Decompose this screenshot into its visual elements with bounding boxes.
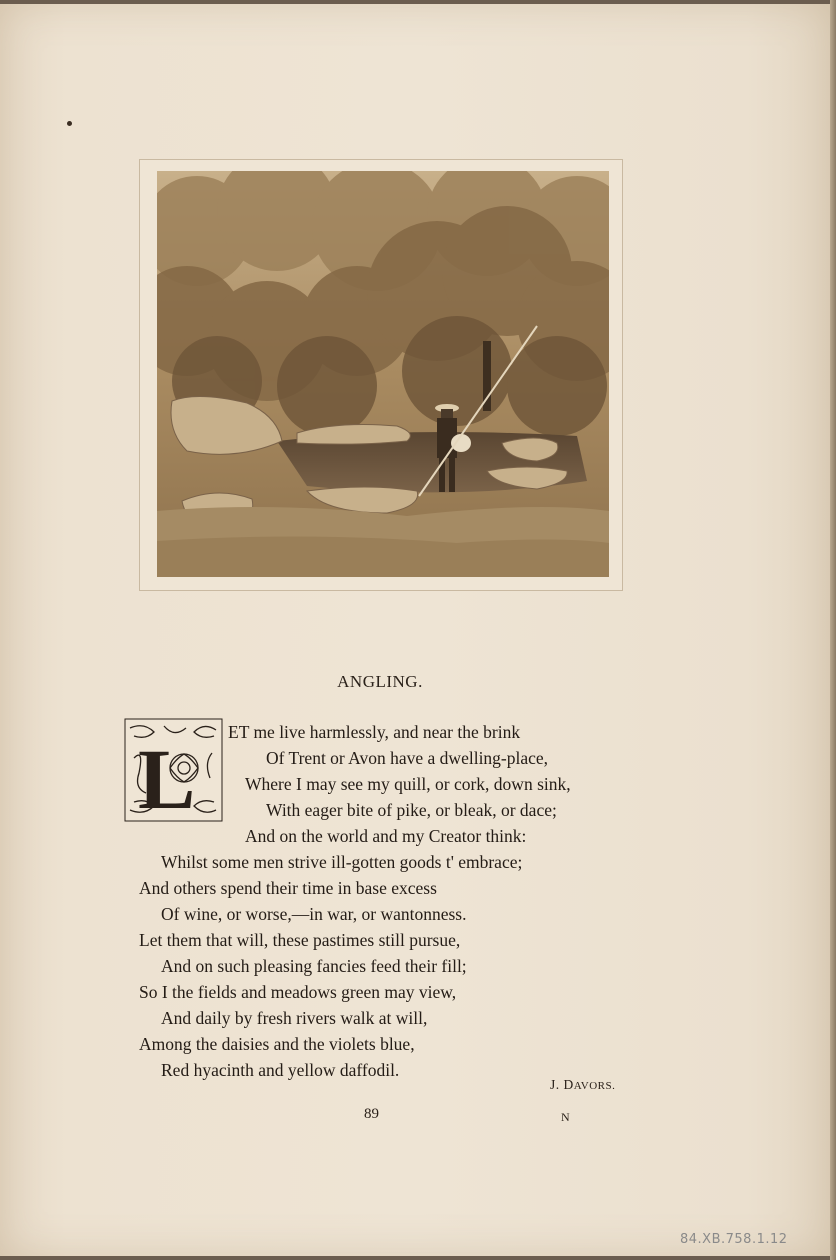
poem-line: With eager bite of pike, or bleak, or dace; [266,800,557,820]
poem-line: And daily by fresh rivers walk at will, [161,1008,428,1028]
poem-line: Where I may see my quill, or cork, down sink, [245,774,571,794]
poem-line: And on such pleasing fancies feed their fill; [161,956,467,976]
author-attribution [550,1077,615,1093]
poem-line: And others spend their time in base excess [139,878,437,898]
photo-mount [139,159,623,591]
poem-line: So I the fields and meadows green may view, [139,982,457,1002]
ornamental-initial [124,718,223,822]
poem-line: And on the world and my Creator think: [245,826,527,846]
albumen-photograph [157,171,609,577]
signature-mark: N [561,1110,570,1124]
poem-title: ANGLING. [337,672,423,691]
poem-line: Among the daisies and the violets blue, [139,1034,415,1054]
author-initial: J. D [550,1077,574,1092]
page-edge [830,0,836,1260]
author-surname: AVORS. [573,1080,616,1092]
poem-line: Whilst some men strive ill-gotten goods t' embrace; [161,852,523,872]
accession-number: 84.XB.758.1.12 [680,1232,788,1247]
drop-cap-letter: L [138,731,196,822]
poem-line: Red hyacinth and yellow daffodil. [161,1060,400,1080]
page-number: 89 [364,1106,379,1122]
poem-line: ET me live harmlessly, and near the brink [228,722,521,742]
poem-line: Let them that will, these pastimes still pursue, [139,930,461,950]
poem-line: Of wine, or worse,—in war, or wantonness. [161,904,467,924]
ink-spot [67,121,72,126]
poem-line: Of Trent or Avon have a dwelling-place, [266,748,549,768]
book-page [0,4,830,1256]
river-scene-illustration [157,171,609,577]
